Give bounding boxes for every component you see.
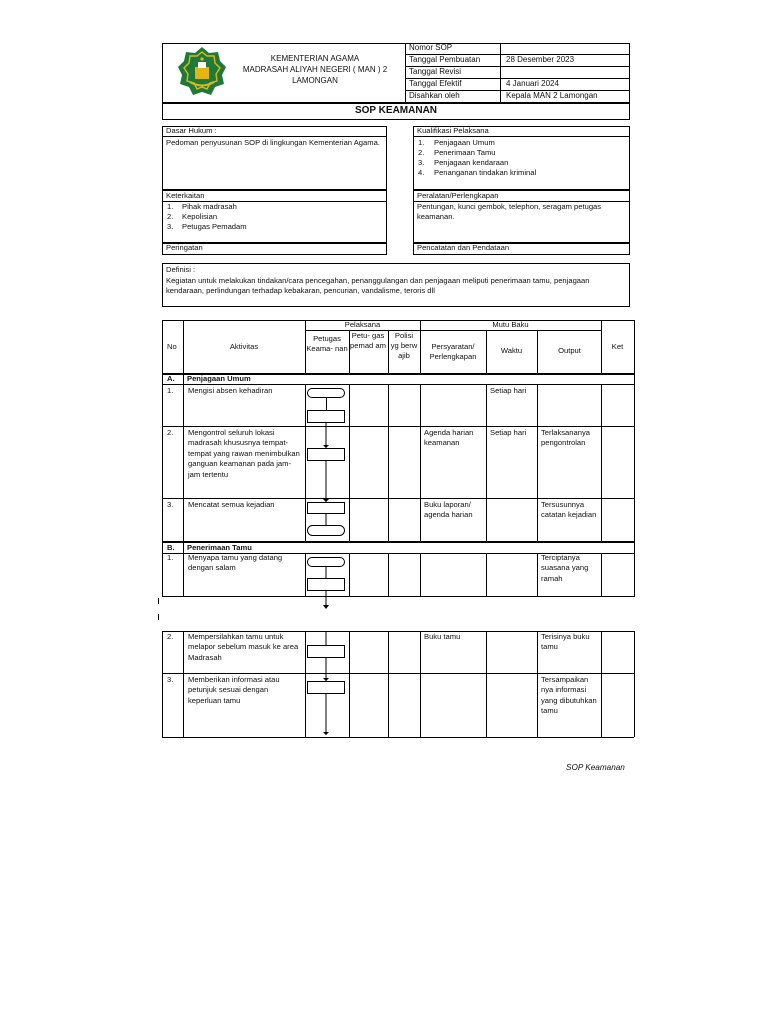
flow-line xyxy=(326,398,327,410)
table-line xyxy=(634,631,635,737)
row-output: Tersampaikan nya informasi yang dibutuhkan tamu xyxy=(541,675,597,716)
row-number: 2. xyxy=(167,428,174,437)
table-line xyxy=(162,498,634,499)
row-time: Setiap hari xyxy=(490,386,527,395)
row-requirement: Buku laporan/ agenda harian xyxy=(424,500,473,520)
table-line xyxy=(388,330,389,373)
flow-start-terminator xyxy=(307,388,345,398)
table-line xyxy=(183,320,184,597)
col-persyaratan: Persyaratan/ Perlengkapan xyxy=(429,342,477,361)
row-activity: Menyapa tamu yang datang dengan salam xyxy=(188,553,283,573)
table-line xyxy=(420,384,421,542)
table-line xyxy=(305,631,306,737)
org-line-2: MADRASAH ALIYAH NEGERI ( MAN ) 2 xyxy=(242,65,388,74)
table-line xyxy=(537,384,538,542)
row-activity: Mencatat semua kejadian xyxy=(188,500,275,509)
info-value-disahkan: Kepala MAN 2 Lamongan xyxy=(506,91,598,100)
info-label-efektif: Tanggal Efektif xyxy=(409,79,462,88)
dasar-hukum-label: Dasar Hukum : xyxy=(166,126,217,135)
keterkaitan-label: Keterkaitan xyxy=(166,191,205,200)
row-output: Terlaksananya pengontrolan xyxy=(541,428,590,448)
table-line xyxy=(162,596,634,597)
table-line xyxy=(162,426,634,427)
section-a-title: Penjagaan Umum xyxy=(187,374,251,383)
info-label-revisi: Tanggal Revisi xyxy=(409,67,462,76)
keterkaitan-num: 3. xyxy=(167,222,174,231)
table-line xyxy=(537,631,538,737)
flow-arrows-a xyxy=(316,420,336,570)
table-line xyxy=(162,673,634,674)
table-line xyxy=(537,553,538,597)
footer-doc-name: SOP Keamanan xyxy=(566,763,625,772)
org-line-3: LAMONGAN xyxy=(292,76,338,85)
table-line xyxy=(162,320,163,597)
table-line xyxy=(305,320,306,373)
keterkaitan-num: 1. xyxy=(167,202,174,211)
table-line xyxy=(634,320,635,597)
table-line xyxy=(305,384,306,542)
row-number: 3. xyxy=(167,500,174,509)
table-line xyxy=(349,330,350,373)
table-line xyxy=(388,631,389,737)
page-break-mark xyxy=(158,614,159,620)
page-title: SOP KEAMANAN xyxy=(354,105,438,116)
section-b-title: Penerimaan Tamu xyxy=(187,543,252,552)
col-petugas-keamanan: Petugas Keama- nan xyxy=(306,334,348,353)
table-line xyxy=(486,384,487,542)
table-line xyxy=(388,384,389,542)
table-line xyxy=(349,384,350,542)
table-line xyxy=(162,384,634,385)
kualifikasi-item: Penjagaan kendaraan xyxy=(434,158,509,167)
flow-arrows-b2 xyxy=(316,631,336,741)
row-activity: Mempersilahkan tamu untuk melapor sebelum masuk ke area Madrasah xyxy=(188,632,299,662)
info-label-nomor: Nomor SOP xyxy=(409,43,453,52)
table-line xyxy=(420,631,421,737)
dasar-hukum-text: Pedoman penyusunan SOP di lingkungan Kementerian Agama. xyxy=(166,138,380,147)
table-line xyxy=(601,384,602,542)
page-break-mark xyxy=(158,598,159,604)
col-output: Output xyxy=(558,346,581,355)
col-petugas-pemadam: Petu- gas pemad am xyxy=(350,331,386,350)
table-line xyxy=(420,320,421,373)
group-mutu-baku: Mutu Baku xyxy=(492,320,529,329)
header-value-divider xyxy=(500,43,501,103)
row-number: 1. xyxy=(167,386,174,395)
header-divider xyxy=(405,43,406,103)
kemenag-logo xyxy=(176,45,228,97)
keterkaitan-num: 2. xyxy=(167,212,174,221)
col-ket: Ket xyxy=(611,342,624,351)
table-line xyxy=(349,553,350,597)
table-line xyxy=(486,631,487,737)
table-line xyxy=(349,631,350,737)
kualifikasi-item: Penerimaan Tamu xyxy=(434,148,496,157)
peringatan-label: Peringatan xyxy=(166,243,203,252)
table-line xyxy=(162,737,634,738)
row-number: 1. xyxy=(167,553,174,562)
info-label-pembuatan: Tanggal Pembuatan xyxy=(409,55,481,64)
keterkaitan-item: Pihak madrasah xyxy=(182,202,237,211)
table-line xyxy=(388,553,389,597)
table-line xyxy=(601,631,602,737)
definisi-label: Definisi : xyxy=(166,265,196,274)
col-polisi: Polisi yg berw ajib xyxy=(390,331,418,360)
table-line xyxy=(486,330,487,373)
col-aktivitas: Aktivitas xyxy=(229,342,259,351)
kualifikasi-item: Penjagaan Umum xyxy=(434,138,495,147)
kualifikasi-num: 3. xyxy=(418,158,425,167)
table-line xyxy=(420,553,421,597)
pencatatan-label: Pencatatan dan Pendataan xyxy=(417,243,510,252)
section-a-number: A. xyxy=(167,374,175,383)
table-line xyxy=(537,330,538,373)
table-line xyxy=(162,631,163,737)
row-time: Setiap hari xyxy=(490,428,527,437)
definisi-text: Kegiatan untuk melakukan tindakan/cara pencegahan, penanggulangan dan penjagaan meliputi penerimaan tamu, penjagaan kendaraan, perlindungan terhadap kebakaran, pencurian, vandalisme, teroris dll xyxy=(166,276,590,296)
row-activity: Memberikan informasi atau petunjuk sesuai dengan keperluan tamu xyxy=(188,675,280,705)
row-number: 2. xyxy=(167,632,174,641)
peralatan-text: Pentungan, kunci gembok, telephon, seragam petugas keamanan. xyxy=(417,202,602,222)
col-waktu: Waktu xyxy=(500,346,523,355)
kualifikasi-num: 2. xyxy=(418,148,425,157)
table-line xyxy=(305,553,306,597)
row-output: Terciptanya suasana yang ramah xyxy=(541,553,589,583)
group-pelaksana: Pelaksana xyxy=(344,320,381,329)
info-value-efektif: 4 Januari 2024 xyxy=(506,79,559,88)
table-line xyxy=(601,553,602,597)
row-output: Tersusunnya catatan kejadian xyxy=(541,500,597,520)
kualifikasi-label: Kualifikasi Pelaksana xyxy=(417,126,489,135)
flow-arrows-b1 xyxy=(316,565,336,625)
kualifikasi-item: Penanganan tindakan kriminal xyxy=(434,168,537,177)
row-requirement: Agenda harian keamanan xyxy=(424,428,474,448)
table-line xyxy=(601,320,602,373)
row-requirement: Buku tamu xyxy=(424,632,461,641)
row-activity: Mengisi absen kehadiran xyxy=(188,386,273,395)
org-line-1: KEMENTERIAN AGAMA xyxy=(270,54,360,63)
peralatan-label: Peralatan/Perlengkapan xyxy=(417,191,499,200)
table-line xyxy=(183,631,184,737)
section-b-number: B. xyxy=(167,543,175,552)
col-no: No xyxy=(167,342,177,351)
table-line xyxy=(486,553,487,597)
kualifikasi-num: 1. xyxy=(418,138,425,147)
info-value-pembuatan: 28 Desember 2023 xyxy=(506,55,575,64)
kualifikasi-num: 4. xyxy=(418,168,425,177)
keterkaitan-item: Petugas Pemadam xyxy=(182,222,247,231)
row-number: 3. xyxy=(167,675,174,684)
row-activity: Mengontrol seluruh lokasi madrasah khususnya tempat-tempat yang rawan menimbulkan ganguan keamanan pada jam-jam tertentu xyxy=(188,428,300,479)
row-output: Terisinya buku tamu xyxy=(541,632,590,652)
keterkaitan-item: Kepolisian xyxy=(182,212,218,221)
info-label-disahkan: Disahkan oleh xyxy=(409,91,460,100)
